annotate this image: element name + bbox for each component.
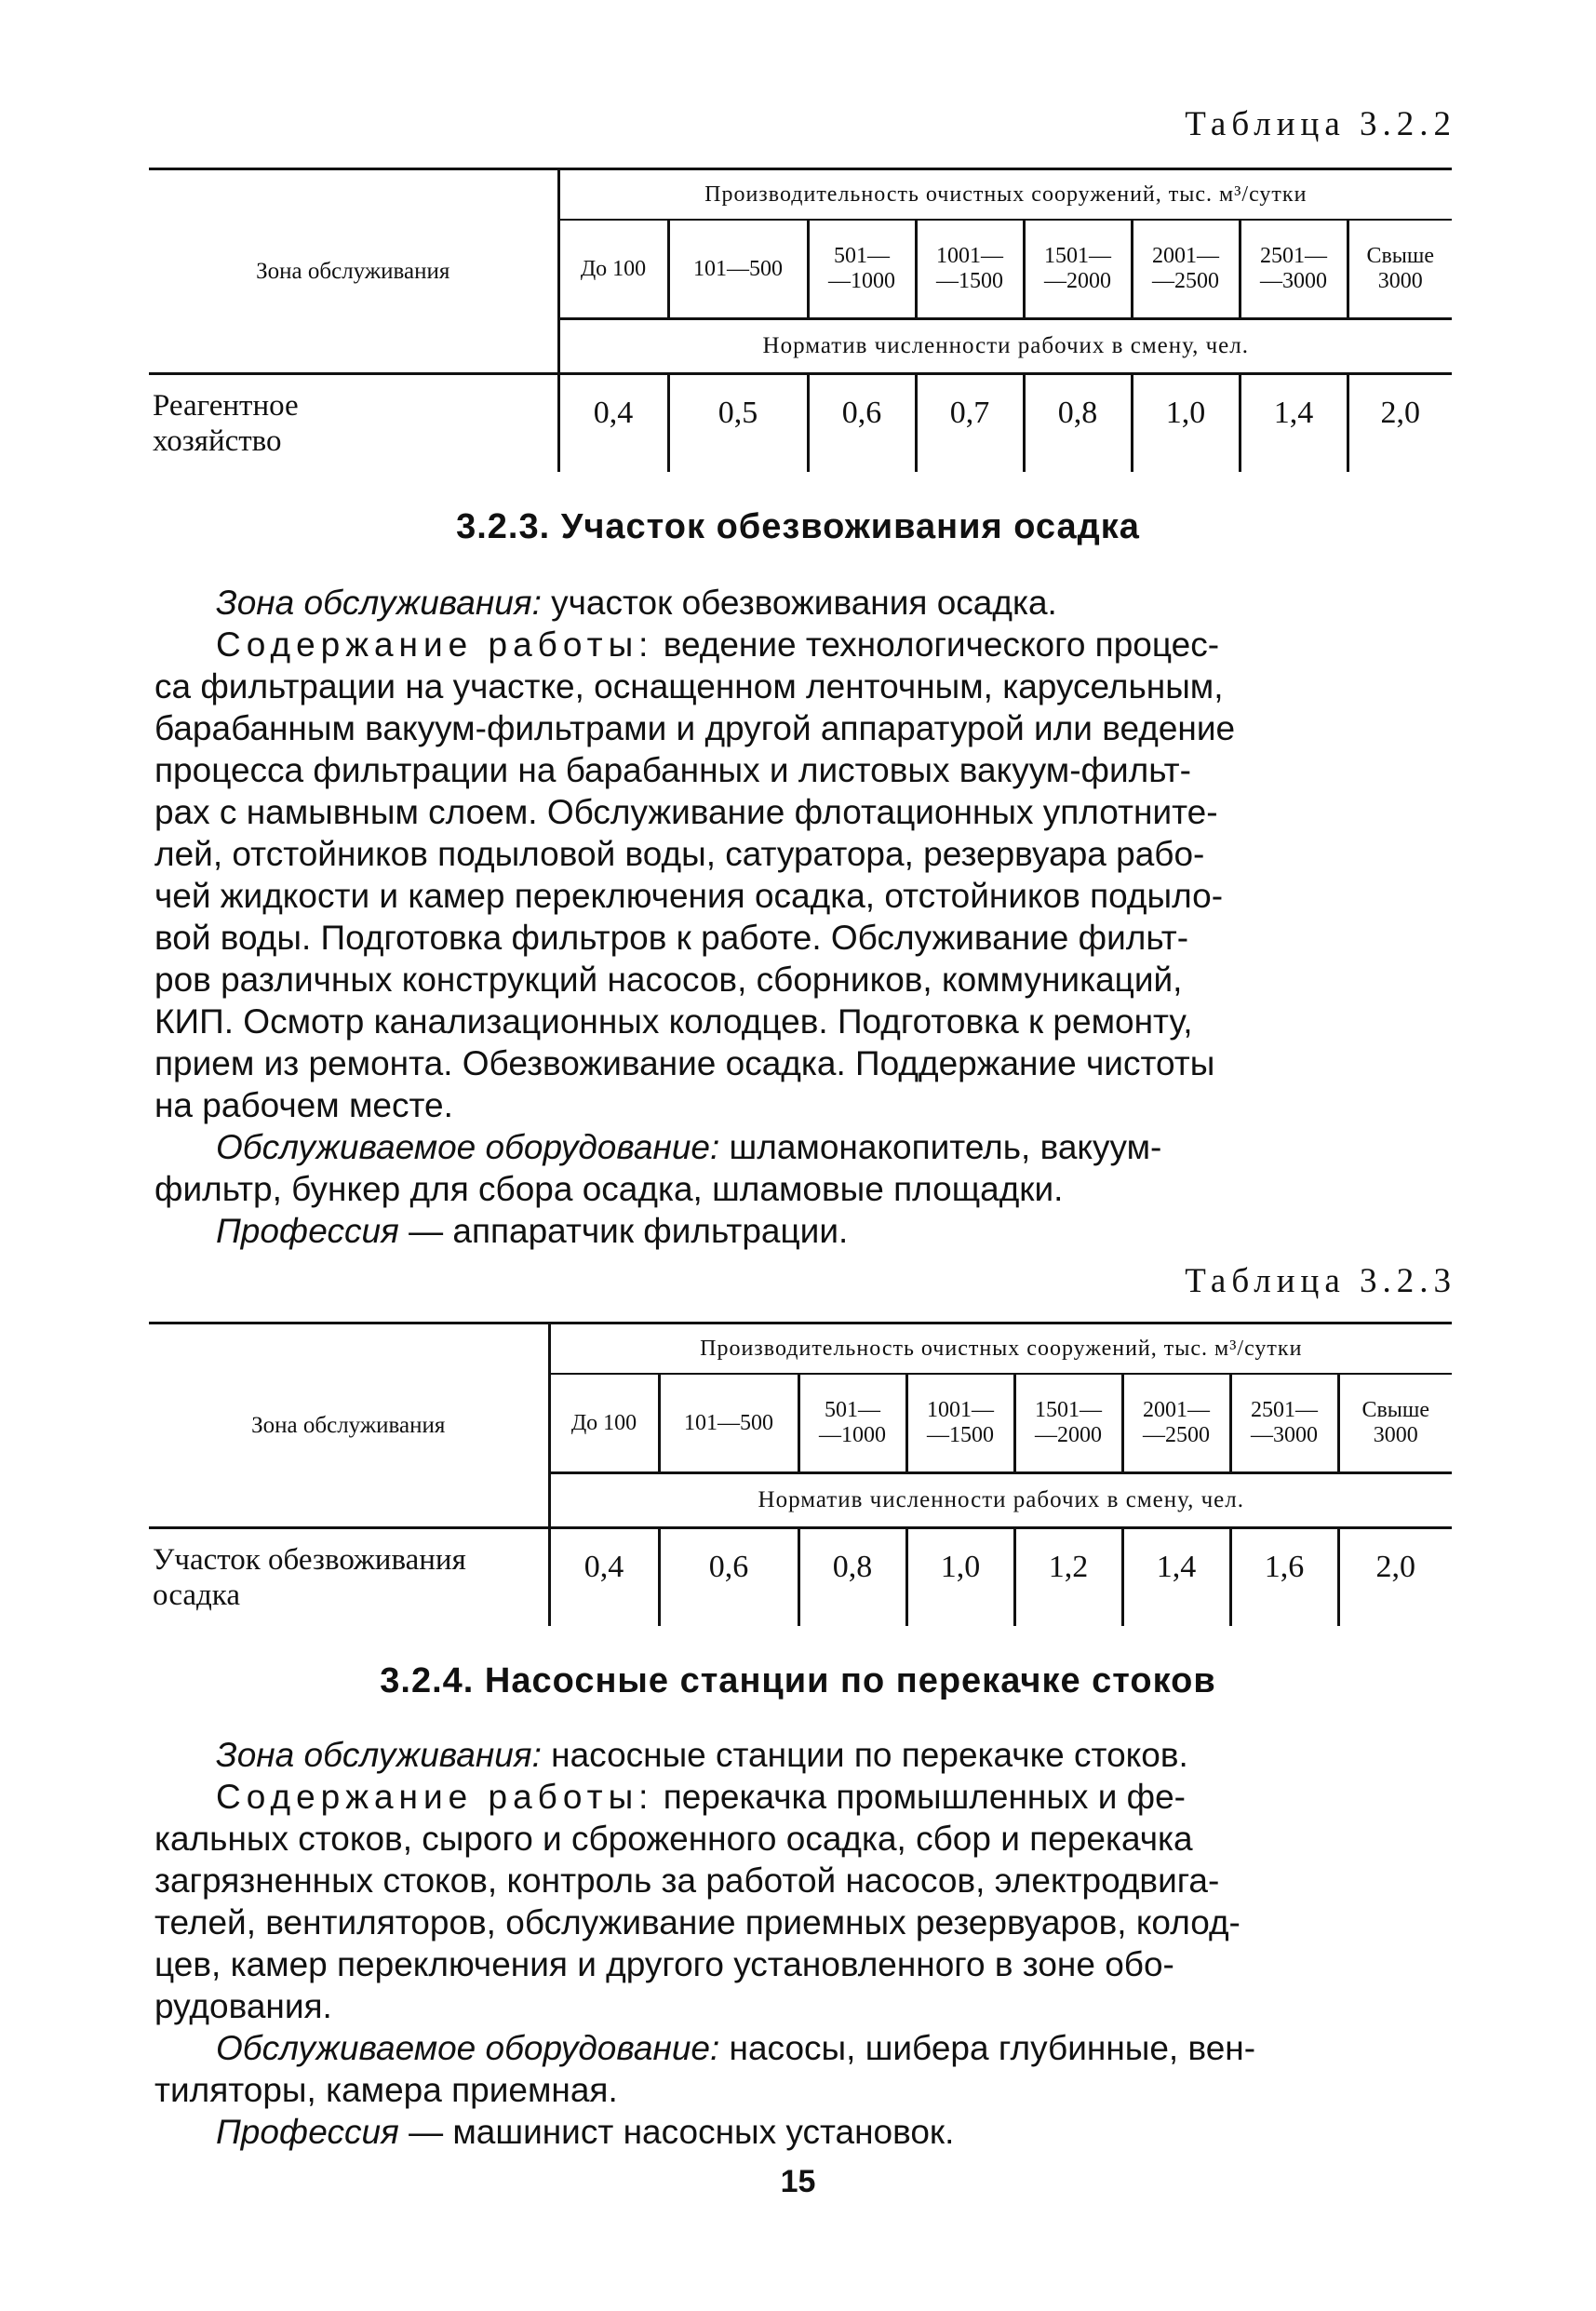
- table-cell: 1,0: [906, 1528, 1014, 1627]
- section-title: 3.2.3. Участок обезвоживания осадка: [456, 507, 1140, 546]
- range-header: 501— —1000: [808, 220, 916, 319]
- section-body: [154, 1734, 1454, 2153]
- page-number: 15: [780, 2164, 816, 2199]
- range-header: 1501— —2000: [1014, 1374, 1122, 1473]
- content-paragraph: Содержание работы: ведение технологического процес-: [216, 625, 1220, 664]
- norm-header: Норматив численности рабочих в смену, чел.: [549, 1473, 1452, 1528]
- row-zone-label: Участок обезвоживания осадка: [149, 1528, 549, 1627]
- range-header: До 100: [558, 220, 668, 319]
- content-continuation: са фильтрации на участке, оснащенном ленточным, карусельным, барабанным вакуум-фильтрами и другой аппаратурой или ведение процесса фильтрации на барабанных и листовых вакуум-фильт- рах с намывным слоем. Обслуживание флотационных уплотните- лей, отстойников подыловой воды, сатуратора, резервуара рабо- чей жидкости и камер переключения осадка, отстойников подыло- вой воды. Подготовка фильтров к работе. Обслуживание фильт- ров различных конструкций насосов, сборников, коммуникаций, КИП. Осмотр канализационных колодцев. Подготовка к ремонту, прием из ремонта. Обезвоживание осадка. Поддержание чистоты на рабочем месте.: [154, 667, 1236, 1124]
- table-caption: Таблица 3.2.3: [1185, 1262, 1456, 1300]
- norm-table-dewatering: [149, 1322, 1452, 1626]
- table-cell: 1,4: [1240, 374, 1348, 473]
- range-header: 501— —1000: [798, 1374, 906, 1473]
- productivity-header: Производительность очистных сооружений, тыс. м³/сутки: [549, 1323, 1452, 1375]
- range-header: 2501— —3000: [1230, 1374, 1338, 1473]
- norm-header: Норматив численности рабочих в смену, чел.: [558, 319, 1452, 374]
- content-continuation: кальных стоков, сырого и сброженного осадка, сбор и перекачка загрязненных стоков, контроль за работой насосов, электродвига- телей, вентиляторов, обслуживание приемных резервуаров, колод- цев, камер переключения и другого установленного в зоне обо- рудования.: [154, 1820, 1241, 2025]
- table-cell: 0,6: [808, 374, 916, 473]
- table-cell: 2,0: [1348, 374, 1452, 473]
- table-cell: 0,4: [549, 1528, 659, 1627]
- section-title: 3.2.4. Насосные станции по перекачке стоков: [380, 1661, 1216, 1700]
- equipment-continuation: фильтр, бункер для сбора осадка, шламовые площадки.: [154, 1170, 1064, 1208]
- productivity-header: Производительность очистных сооружений, тыс. м³/сутки: [558, 169, 1452, 221]
- profession-paragraph: Профессия — аппаратчик фильтрации.: [216, 1212, 849, 1250]
- row-zone-label: Реагентное хозяйство: [149, 374, 558, 473]
- content-paragraph: Содержание работы: перекачка промышленных и фе-: [216, 1778, 1187, 1816]
- table-cell: 0,4: [558, 374, 668, 473]
- table-cell: 1,2: [1014, 1528, 1122, 1627]
- zone-paragraph: Зона обслуживания: участок обезвоживания осадка.: [216, 584, 1057, 622]
- range-header: 2501— —3000: [1240, 220, 1348, 319]
- table-cell: 1,4: [1122, 1528, 1230, 1627]
- table-cell: 1,6: [1230, 1528, 1338, 1627]
- equipment-continuation: тиляторы, камера приемная.: [154, 2071, 618, 2109]
- table-cell: 0,6: [659, 1528, 798, 1627]
- zone-paragraph: Зона обслуживания: насосные станции по перекачке стоков.: [216, 1736, 1188, 1774]
- range-header: 1001— —1500: [916, 220, 1024, 319]
- norm-table-reagent: [149, 168, 1452, 472]
- profession-paragraph: Профессия — машинист насосных установок.: [216, 2113, 955, 2151]
- table-cell: 0,8: [798, 1528, 906, 1627]
- range-header: 2001— —2500: [1122, 1374, 1230, 1473]
- table-cell: 0,7: [916, 374, 1024, 473]
- table-cell: 2,0: [1338, 1528, 1452, 1627]
- table-cell: 0,8: [1024, 374, 1132, 473]
- range-header: До 100: [549, 1374, 659, 1473]
- range-header: 2001— —2500: [1132, 220, 1240, 319]
- zone-header: Зона обслуживания: [149, 1323, 549, 1528]
- range-header: 1001— —1500: [906, 1374, 1014, 1473]
- range-header: Свыше 3000: [1348, 220, 1452, 319]
- zone-header: Зона обслуживания: [149, 169, 558, 374]
- range-header: 101—500: [668, 220, 808, 319]
- equipment-paragraph: Обслуживаемое оборудование: шламонакопитель, вакуум-: [216, 1128, 1162, 1166]
- section-body: [154, 582, 1454, 1252]
- equipment-paragraph: Обслуживаемое оборудование: насосы, шибера глубинные, вен-: [216, 2029, 1256, 2067]
- range-header: 101—500: [659, 1374, 798, 1473]
- table-cell: 0,5: [668, 374, 808, 473]
- range-header: 1501— —2000: [1024, 220, 1132, 319]
- table-cell: 1,0: [1132, 374, 1240, 473]
- table-caption: Таблица 3.2.2: [1185, 105, 1456, 143]
- range-header: Свыше 3000: [1338, 1374, 1452, 1473]
